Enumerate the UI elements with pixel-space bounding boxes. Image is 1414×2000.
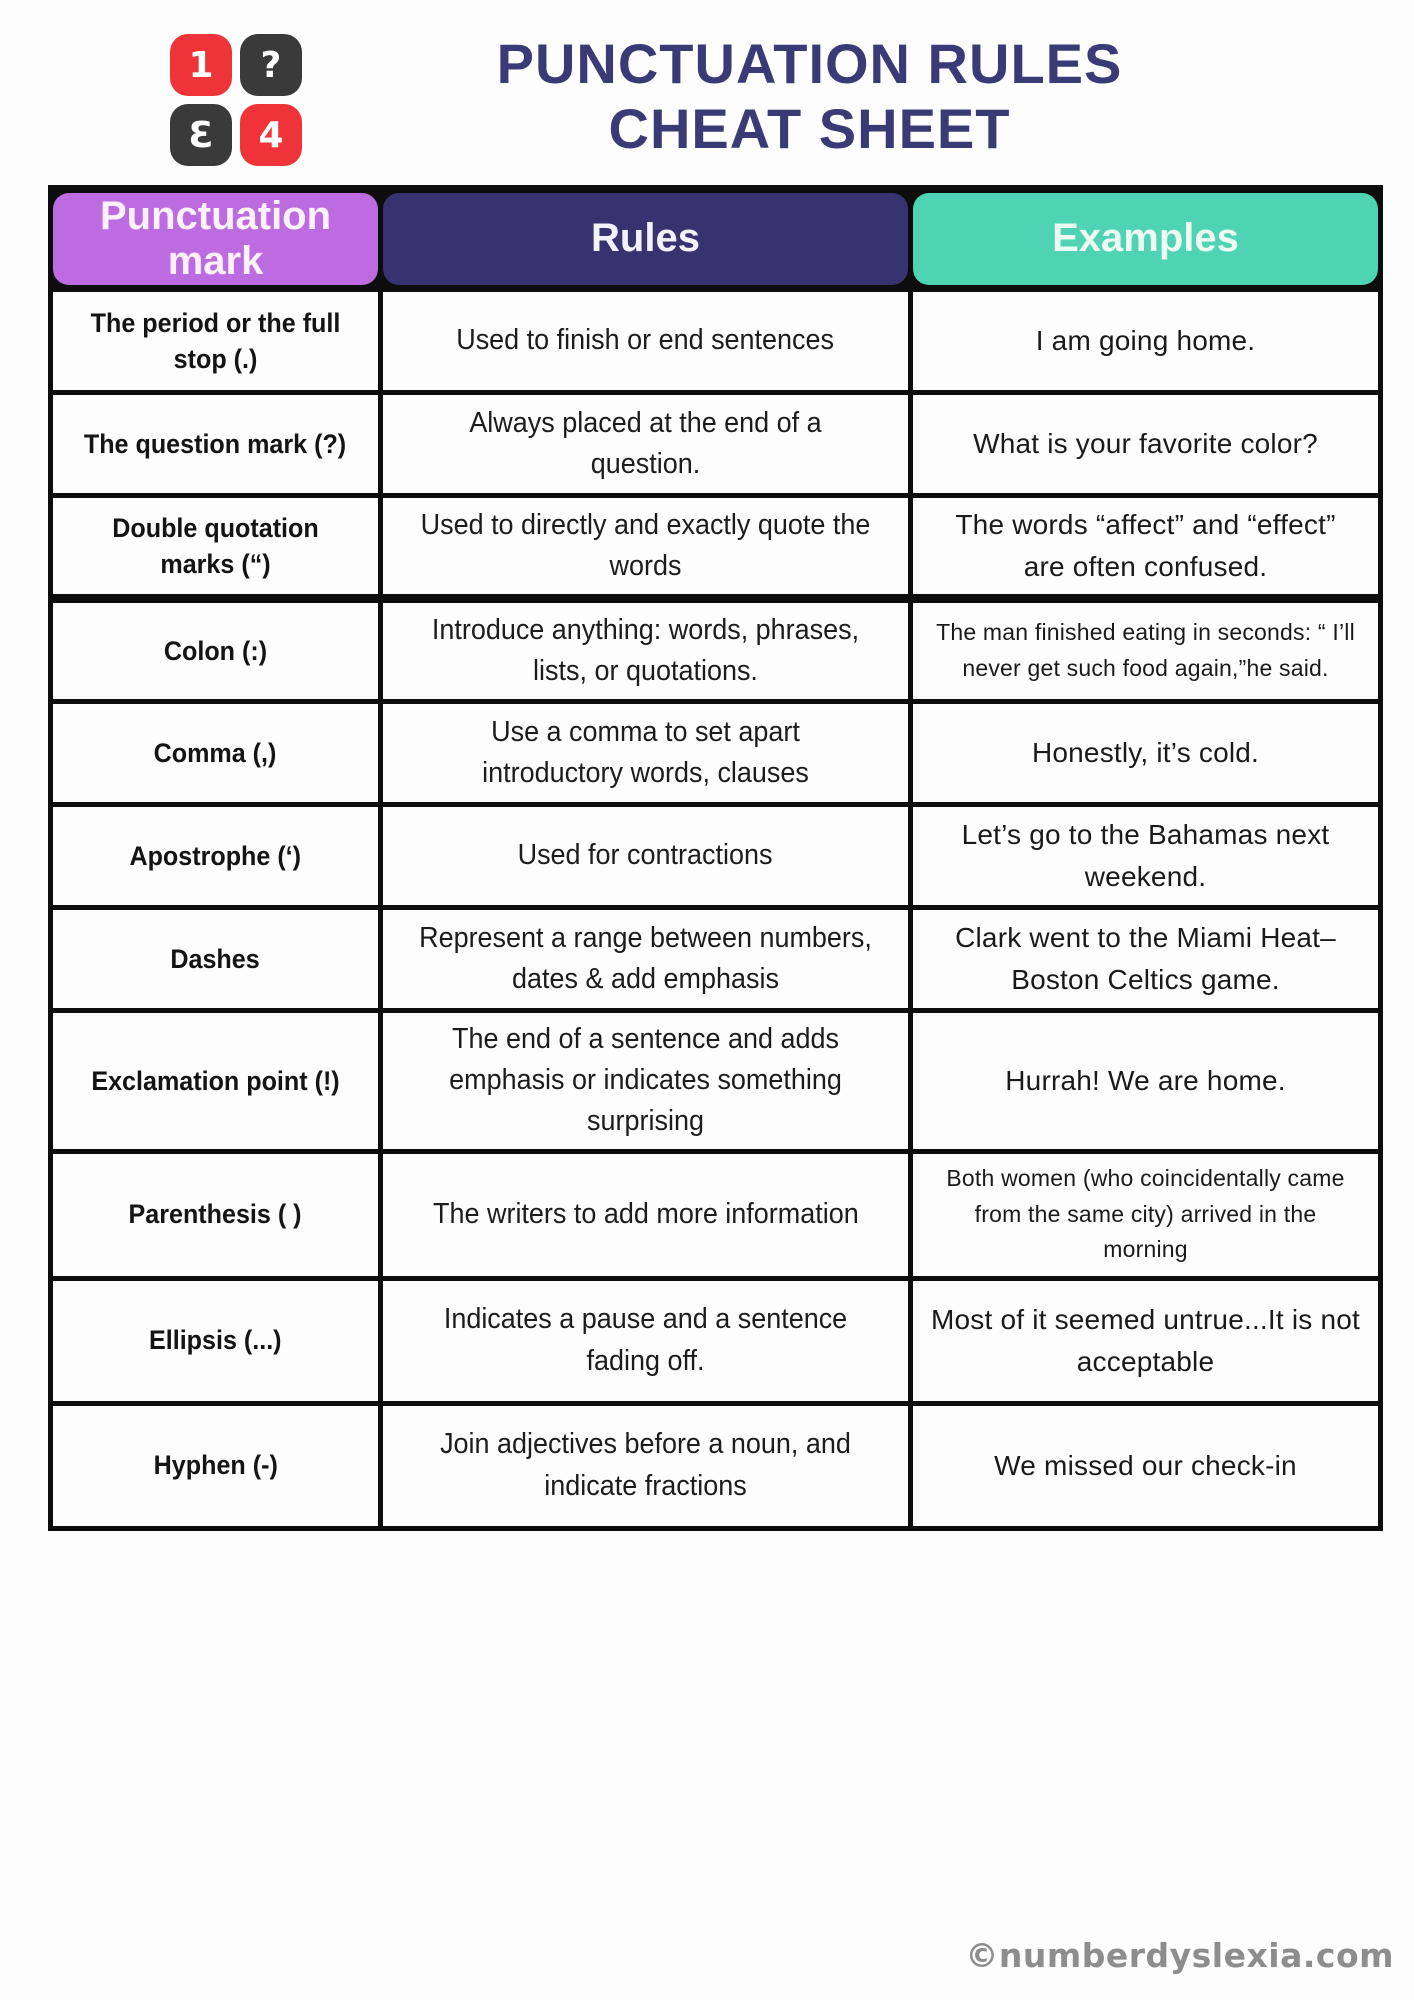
table-row-colon [51,599,1381,702]
mark-cell: Double quotation marks (“) [112,512,319,579]
rule-cell: Used to directly and exactly quote the words [420,508,871,582]
rule-cell: Used for contractions [518,839,773,872]
column-header-punctuation-mark: Punctuation mark [53,193,378,285]
rule-cell: Join adjectives before a noun, and indicate fractions [440,1428,851,1502]
example-cell: Let’s go to the Bahamas next weekend. [911,805,1381,908]
mark-cell: The question mark (?) [84,428,347,459]
table-row-question-mark [51,393,1381,496]
example-cell: We missed our check-in [911,1403,1381,1528]
table-row-double-quotation [51,496,1381,599]
table-row-apostrophe [51,805,1381,908]
table-row-exclamation [51,1011,1381,1152]
example-cell: I am going home. [911,290,1381,393]
logo-tile-question-icon: ? [240,34,302,96]
example-cell: The words “affect” and “effect” are often confused. [911,496,1381,599]
table-row-dashes [51,908,1381,1011]
mark-cell: Colon (:) [163,635,268,666]
column-header-examples: Examples [913,193,1378,285]
mark-cell: The period or the full stop (.) [90,307,341,374]
column-header-rules: Rules [383,193,908,285]
table-row-period [51,290,1381,393]
logo-tile-4-icon: 4 [240,104,302,166]
rule-cell: Introduce anything: words, phrases, lists, or quotations. [431,613,860,687]
example-cell: Both women (who coincidentally came from the same city) arrived in the morning [911,1151,1381,1278]
mark-cell: Hyphen (-) [153,1450,278,1481]
example-cell: Most of it seemed untrue...It is not acceptable [911,1278,1381,1403]
mark-cell: Exclamation point (!) [91,1065,340,1096]
rule-cell: Indicates a pause and a sentence fading off. [443,1303,848,1377]
example-cell: Clark went to the Miami Heat–Boston Celtics game. [911,908,1381,1011]
rule-cell: The end of a sentence and adds emphasis or indicates something surprising [449,1023,842,1138]
mark-cell: Apostrophe (‘) [129,840,302,871]
example-cell: Honestly, it’s cold. [911,702,1381,805]
mark-cell: Ellipsis (...) [149,1325,282,1356]
rule-cell: Always placed at the end of a question. [469,406,822,480]
rule-cell: Use a comma to set apart introductory words, clauses [482,715,809,789]
page-title [235,32,1384,162]
mark-cell: Comma (,) [154,737,277,768]
logo-tile-3-icon: Ɛ [170,104,232,166]
example-cell: Hurrah! We are home. [911,1011,1381,1152]
table-header-row [51,188,1381,290]
rule-cell: Represent a range between numbers, dates & add emphasis [419,921,872,995]
rule-cell: The writers to add more information [432,1197,859,1230]
example-cell: What is your favorite color? [911,393,1381,496]
rule-cell: Used to finish or end sentences [456,324,835,357]
page-title-line2: CHEAT SHEET [608,96,1011,160]
logo-tile-1-icon: 1 [170,34,232,96]
punctuation-table [48,185,1383,1531]
mark-cell: Parenthesis ( ) [128,1199,303,1230]
table-row-hyphen [51,1403,1381,1528]
table-row-parenthesis [51,1151,1381,1278]
mark-cell: Dashes [170,943,261,974]
table-row-comma [51,702,1381,805]
header [0,0,1414,185]
table-row-ellipsis [51,1278,1381,1403]
page-title-line1: PUNCTUATION RULES [496,32,1123,95]
example-cell: The man finished eating in seconds: “ I’ll never get such food again,”he said. [911,599,1381,702]
site-credit: ©numberdyslexia.com [965,1936,1394,1975]
